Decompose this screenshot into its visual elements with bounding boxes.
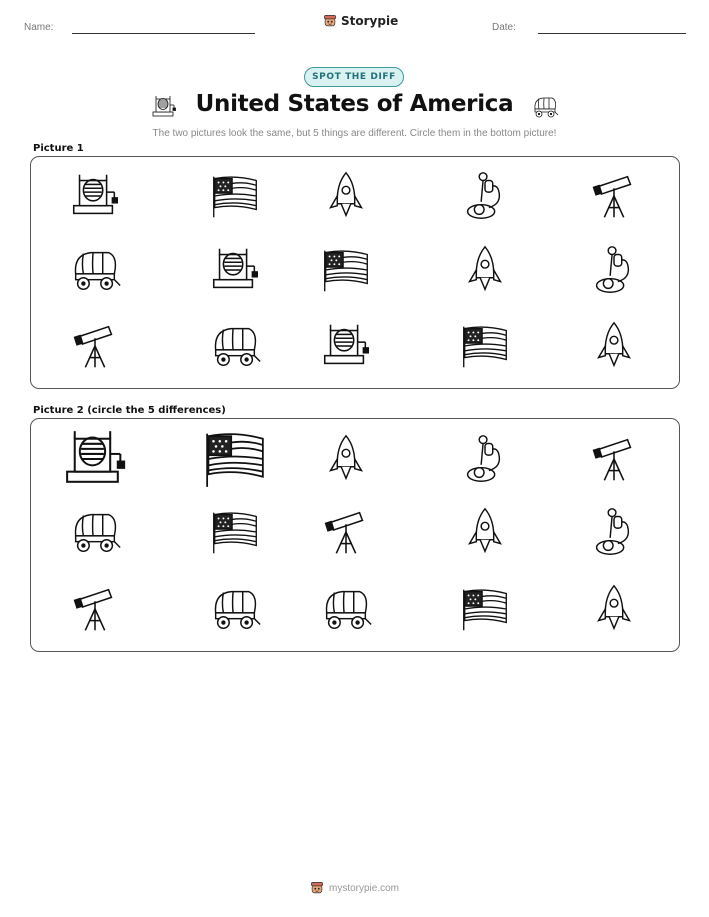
flag-icon [456, 580, 514, 638]
rocket-icon [456, 241, 514, 299]
rocket-icon [456, 503, 514, 561]
phone-icon [585, 241, 643, 299]
crank-machine-icon [57, 421, 133, 497]
brand-name: Storypie [341, 14, 399, 28]
rocket-icon [317, 167, 375, 225]
wagon-icon [66, 241, 124, 299]
instructions: The two pictures look the same, but 5 things are different. Circle them in the bottom picture! [152, 128, 557, 139]
date-label: Date: [492, 22, 516, 33]
phone-icon [456, 430, 514, 488]
wagon-icon [66, 503, 124, 561]
telescope-icon [317, 503, 375, 561]
crank-machine-icon [317, 317, 375, 375]
storypie-logo-icon [310, 881, 324, 895]
page-title-row [0, 91, 709, 122]
footer-url: mystorypie.com [328, 882, 399, 894]
crank-machine-icon [149, 92, 179, 122]
crank-machine-icon [206, 241, 264, 299]
phone-icon [585, 503, 643, 561]
picture-1-label: Picture 1 [33, 143, 84, 154]
picture-2-label: Picture 2 (circle the 5 differences) [33, 405, 226, 416]
wagon-icon [206, 317, 264, 375]
footer [0, 881, 709, 895]
storypie-logo-icon [323, 14, 337, 28]
wagon-icon [530, 92, 560, 122]
spot-the-diff-badge: SPOT THE DIFF [304, 67, 404, 87]
telescope-icon [585, 430, 643, 488]
rocket-icon [317, 430, 375, 488]
phone-icon [456, 167, 514, 225]
flag-icon [456, 317, 514, 375]
name-label: Name: [24, 22, 54, 33]
date-line[interactable] [538, 33, 686, 34]
flag-icon [317, 241, 375, 299]
telescope-icon [66, 580, 124, 638]
name-line[interactable] [72, 33, 255, 34]
flag-icon [206, 503, 264, 561]
flag-icon [206, 167, 264, 225]
crank-machine-icon [66, 167, 124, 225]
telescope-icon [66, 317, 124, 375]
wagon-icon [317, 580, 375, 638]
rocket-icon [585, 580, 643, 638]
brand-logo [323, 14, 398, 28]
page-title: United States of America [195, 91, 514, 117]
flag-icon [197, 421, 273, 497]
rocket-icon [585, 317, 643, 375]
wagon-icon [206, 580, 264, 638]
telescope-icon [585, 167, 643, 225]
